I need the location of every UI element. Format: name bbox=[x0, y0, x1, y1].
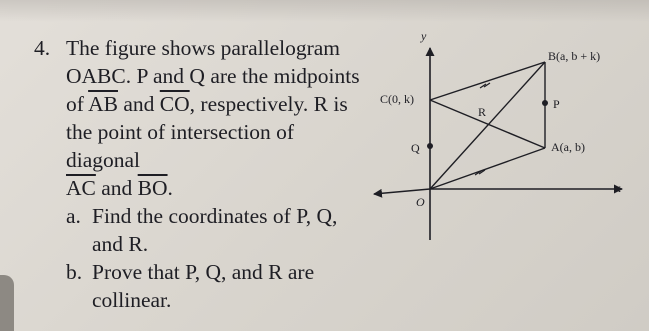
part-a-line-1: Find the coordinates of P, Q, bbox=[92, 204, 338, 228]
label-y-axis: y bbox=[421, 29, 427, 43]
text-period: . bbox=[167, 176, 173, 200]
label-q: Q bbox=[411, 141, 420, 155]
problem-number: 4. bbox=[34, 36, 51, 60]
statement-line-1: The figure shows parallelogram bbox=[66, 36, 341, 60]
point-p bbox=[542, 100, 548, 106]
segment-ab: $\overline{AB}$ bbox=[88, 92, 118, 116]
part-b-line-2: collinear. bbox=[92, 288, 172, 312]
text-respectively: , respectively. R is bbox=[189, 92, 348, 116]
statement-line-2: OABC. P and Q are the midpoints bbox=[66, 64, 360, 88]
side-oa bbox=[430, 148, 545, 189]
label-r: R bbox=[478, 105, 487, 119]
diagonal-ac bbox=[430, 100, 545, 148]
point-q bbox=[427, 143, 433, 149]
text-of: of bbox=[66, 92, 89, 116]
statement-line-4: the point of intersection of diagonal bbox=[66, 120, 295, 172]
label-a: A(a, b) bbox=[551, 140, 585, 154]
x-axis-negative bbox=[374, 189, 430, 194]
segment-co: $\overline{CO}$ bbox=[159, 92, 190, 116]
part-a-label: a. bbox=[66, 204, 81, 228]
part-b-line-1: Prove that P, Q, and R are bbox=[92, 260, 315, 284]
parallel-mark-bc bbox=[480, 83, 490, 88]
part-b-label: b. bbox=[66, 260, 83, 284]
label-origin: O bbox=[416, 195, 425, 209]
text-and: and bbox=[117, 92, 160, 116]
segment-ac: $\overline{AC}$ bbox=[66, 176, 96, 200]
part-a-line-2: and R. bbox=[92, 232, 149, 256]
label-x-axis: x bbox=[615, 181, 621, 195]
segment-bo: $\overline{BO}$ bbox=[137, 176, 168, 200]
text-and-2: and bbox=[95, 176, 138, 200]
label-c: C(0, k) bbox=[380, 92, 414, 106]
label-p: P bbox=[553, 97, 560, 111]
label-b: B(a, b + k) bbox=[548, 49, 601, 63]
